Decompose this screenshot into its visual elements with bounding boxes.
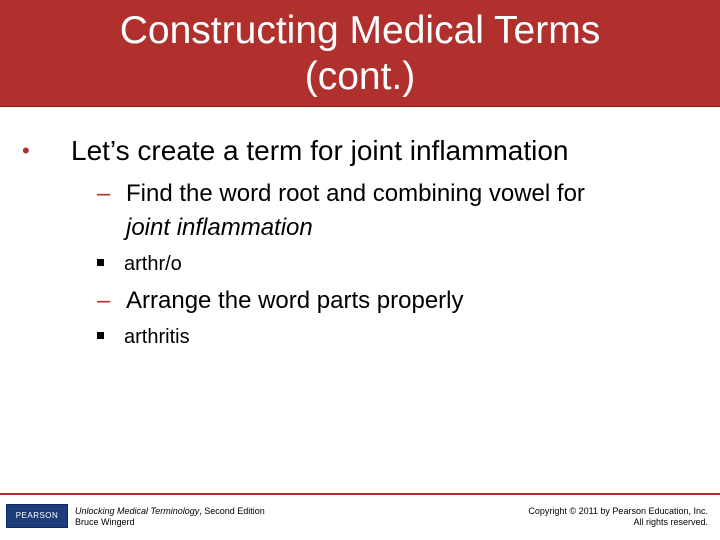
bullet-text: Let’s create a term for joint inflammation [71,135,569,166]
footer-book-line [75,506,265,517]
footer-author: Bruce Wingerd [75,517,135,527]
sub-bullet-text: Arrange the word parts properly [126,287,464,314]
footer-rights-line: All rights reserved. [633,517,708,527]
sub-sub-bullet-text: arthritis [124,326,190,348]
slide-title [0,8,720,100]
slide-title-line2: (cont.) [304,55,416,98]
footer-edition: , Second Edition [199,506,265,516]
square-bullet-icon [97,332,104,339]
sub-sub-bullet-text: arthr/o [124,253,182,275]
dash-marker: – [97,287,111,314]
sub-bullet-text-line1: Find the word root and combining vowel for [126,180,585,207]
sub-bullet-text-line2: joint inflammation [126,214,313,241]
footer-book-title: Unlocking Medical Terminology [75,506,200,516]
footer-book-info [75,506,265,528]
sub-bullet-text [126,177,585,241]
title-bar [0,0,720,107]
pearson-logo: PEARSON [6,504,68,528]
slide-title-line1: Constructing Medical Terms [119,9,601,52]
footer-divider [0,493,720,495]
footer-copyright-line: Copyright © 2011 by Pearson Education, Inc. [528,506,708,516]
bullet-marker: • [22,138,30,163]
footer-copyright [528,506,708,528]
dash-marker: – [97,180,111,207]
square-bullet-icon [97,259,104,266]
